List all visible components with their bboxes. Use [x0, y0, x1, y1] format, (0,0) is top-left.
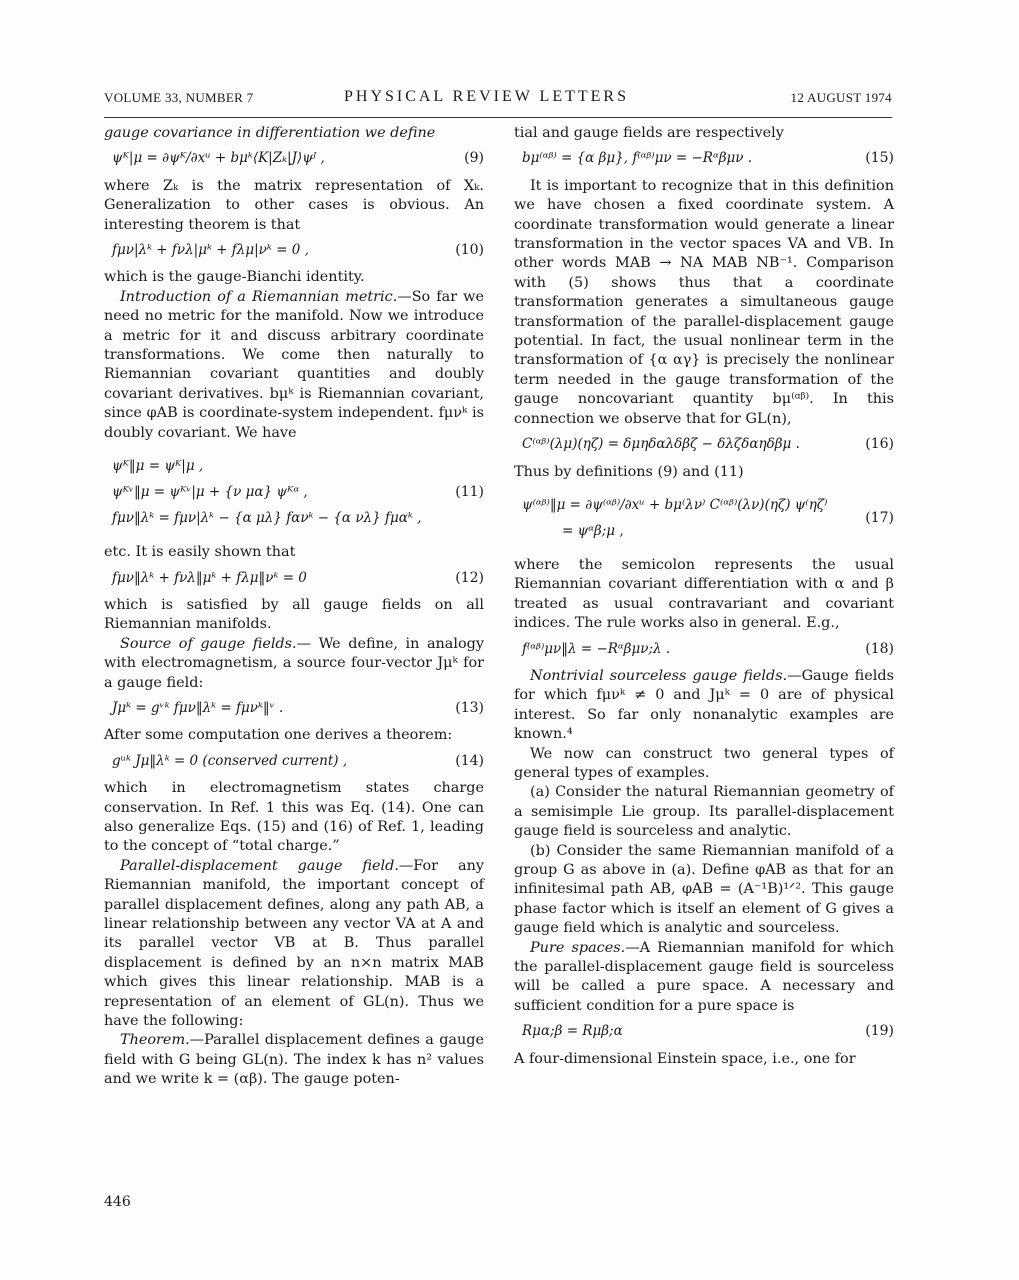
equation-math-group	[104, 453, 421, 531]
paragraph-text: —Gauge fields for which fμνᵏ ≠ 0 and Jμᵏ = 0 are of physical interest. So far only nonanalytic examples are known.⁴	[514, 667, 894, 743]
paragraph-text: —A Riemannian manifold for which the parallel-displacement gauge field is sourceless will be called a pure space. A necessary and sufficient condition for a pure space is	[514, 939, 894, 1014]
paragraph-text: —Parallel displacement defines a gauge field with G being GL(n). The index k has n² values and we write k = (αβ). The gauge poten-	[104, 1032, 484, 1088]
equation-14	[104, 752, 484, 771]
equation-math: Jμᵏ = gᵛᵏ fμν‖λᵏ = fμνᵏ‖ᵛ .	[112, 699, 284, 716]
paragraph: Thus by definitions (9) and (11)	[514, 463, 744, 480]
equation-number: (12)	[455, 569, 484, 586]
paragraph-text: —For any Riemannian manifold, the important concept of parallel displacement defines, along any path AB, a linear relationship between any vector VA at A and its parallel vector VB at B. Thus parallel displacement is defined by an n×n matrix MAB which gives this linear relationship. MAB is a representation of an element of GL(n). Thus we have the following:	[104, 857, 484, 1030]
paragraph: which is the gauge-Bianchi identity.	[104, 269, 365, 286]
journal-title: PHYSICAL REVIEW LETTERS	[344, 88, 629, 105]
right-column	[514, 124, 894, 1069]
paragraph-text: —So far we need no metric for the manifold. Now we introduce a metric for it and discuss arbitrary coordinate transformations. We come then naturally to Riemannian covariant quantities and doubly covariant derivatives. bμᵏ is Riemannian covariant, since φAB is coordinate-system independent. fμνᵏ is doubly covariant. We have	[104, 288, 485, 441]
equation-19	[514, 1022, 894, 1041]
paragraph: We now can construct two general types of general types of examples.	[514, 745, 894, 781]
equation-math: gᵘᵏ Jμ‖λᵏ = 0 (conserved current) ,	[112, 752, 348, 769]
equation-13	[104, 699, 484, 718]
equation-number: (14)	[455, 752, 484, 769]
paragraph	[104, 288, 484, 443]
equation-9	[104, 149, 484, 168]
equation-18	[514, 640, 894, 659]
equation-17	[514, 492, 894, 544]
paragraph: tial and gauge fields are respectively	[514, 125, 784, 141]
left-column	[104, 124, 484, 1090]
equation-math: ψᴷ|μ = ∂ψᴷ/∂xᵘ + bμᵏ⟨K|Zₖ|J⟩ψᴶ ,	[112, 150, 325, 167]
equation-line: = ψᵅβ;μ ,	[562, 522, 624, 539]
equation-math: f⁽ᵅᵝ⁾μν‖λ = −Rᵅβμν;λ .	[522, 640, 671, 657]
equation-line: ψ⁽ᵅᵝ⁾‖μ = ∂ψ⁽ᵅᵝ⁾/∂xᵘ + bμ⁽λν⁾ C⁽ᵅᵝ⁾(λν)(ηζ) ψ⁽ηζ⁾	[522, 496, 828, 513]
equation-math: bμ⁽ᵅᵝ⁾ = {α βμ}, f⁽ᵅᵝ⁾μν = −Rᵅβμν .	[522, 150, 753, 167]
equation-number: (13)	[455, 699, 484, 716]
issue-date: 12 AUGUST 1974	[790, 90, 892, 105]
equation-line: ψᴷᵛ‖μ = ψᴷᵛ|μ + {ν μα} ψᴷᵅ ,	[112, 484, 308, 501]
section-heading: Theorem.	[120, 1032, 190, 1049]
running-header	[104, 88, 892, 110]
section-heading: Introduction of a Riemannian metric.	[120, 288, 398, 305]
equation-math-group	[514, 492, 827, 544]
paragraph	[514, 939, 894, 1017]
paragraph: etc. It is easily shown that	[104, 544, 296, 561]
header-rule	[104, 117, 892, 118]
equation-number: (9)	[464, 150, 484, 167]
paragraph: which in electromagnetism states charge conservation. In Ref. 1 this was Eq. (14). One can also generalize Eqs. (15) and (16) of Ref. 1, leading to the concept of “total charge.”	[104, 780, 484, 855]
equation-number: (18)	[865, 640, 894, 657]
section-heading: Parallel-displacement gauge field.	[120, 857, 399, 874]
paragraph: (a) Consider the natural Riemannian geometry of a semisimple Lie group. Its parallel-displacement gauge field is sourceless and analytic.	[514, 784, 894, 840]
paragraph-text: — We define, in analogy with electromagnetism, a source four-vector Jμᵏ for a gauge field:	[104, 635, 484, 691]
section-heading: Source of gauge fields.	[120, 635, 297, 652]
equation-number: (15)	[865, 150, 894, 167]
volume-number: VOLUME 33, NUMBER 7	[104, 90, 254, 105]
equation-15	[514, 149, 894, 168]
equation-line: fμν‖λᵏ = fμν|λᵏ − {α μλ} fανᵏ − {α νλ} fμαᵏ ,	[112, 510, 422, 527]
equation-math: fμν‖λᵏ + fνλ‖μᵏ + fλμ‖νᵏ = 0	[112, 569, 307, 586]
equation-line: ψᴷ‖μ = ψᴷ|μ ,	[112, 458, 204, 475]
equation-16	[514, 435, 894, 454]
paragraph	[104, 1031, 484, 1089]
paragraph	[104, 635, 484, 693]
page-number: 446	[104, 1194, 131, 1210]
section-heading: Nontrivial sourceless gauge fields.	[530, 667, 788, 684]
equation-11	[104, 453, 484, 531]
paragraph: (b) Consider the same Riemannian manifold of a group G as above in (a). Define φAB as that for an infinitesimal path AB, φAB = (A⁻¹B)¹ᐟ². This gauge phase factor which is itself an element of G gives a gauge field which is analytic and sourceless.	[514, 842, 894, 937]
section-heading: Pure spaces.	[530, 939, 626, 956]
equation-10	[104, 241, 484, 260]
equation-math: C⁽ᵅᵝ⁾(λμ)(ηζ) = δμηδαλδβζ − δλζδαηδβμ .	[522, 436, 800, 453]
equation-math: fμν|λᵏ + fνλ|μᵏ + fλμ|νᵏ = 0 ,	[112, 242, 309, 259]
equation-number: (17)	[865, 509, 894, 526]
equation-number: (16)	[865, 436, 894, 453]
paragraph: where the semicolon represents the usual Riemannian covariant differentiation with α and β treated as usual contravariant and covariant indices. The rule works also in general. E.g.,	[514, 556, 894, 632]
equation-number: (10)	[455, 242, 484, 259]
equation-12	[104, 569, 484, 588]
paragraph	[514, 667, 894, 745]
paragraph: A four-dimensional Einstein space, i.e., one for	[514, 1050, 856, 1067]
equation-math: Rμα;β = Rμβ;α	[522, 1023, 623, 1040]
paragraph: gauge covariance in differentiation we define	[104, 125, 436, 141]
paragraph: which is satisfied by all gauge fields on all Riemannian manifolds.	[104, 596, 484, 633]
equation-number: (11)	[455, 484, 484, 501]
paragraph	[104, 857, 484, 1032]
paragraph: It is important to recognize that in this definition we have chosen a fixed coordinate system. A coordinate transformation would generate a linear transformation in the vector spaces VA and VB. In other words MAB → NA MAB NB⁻¹. Comparison with (5) shows thus that a coordinate transformation generates a simultaneous gauge transformation of the parallel-displacement gauge potential. In fact, the usual nonlinear term in the transformation of {α αγ} is precisely the nonlinear term needed in the gauge transformation of the gauge noncovariant quantity bμ⁽ᵅᵝ⁾. In this connection we observe that for GL(n),	[514, 177, 894, 427]
paragraph: After some computation one derives a theorem:	[104, 727, 453, 744]
equation-number: (19)	[865, 1023, 894, 1040]
paragraph: where Zₖ is the matrix representation of Xₖ. Generalization to other cases is obvious. An interesting theorem is that	[104, 177, 484, 233]
